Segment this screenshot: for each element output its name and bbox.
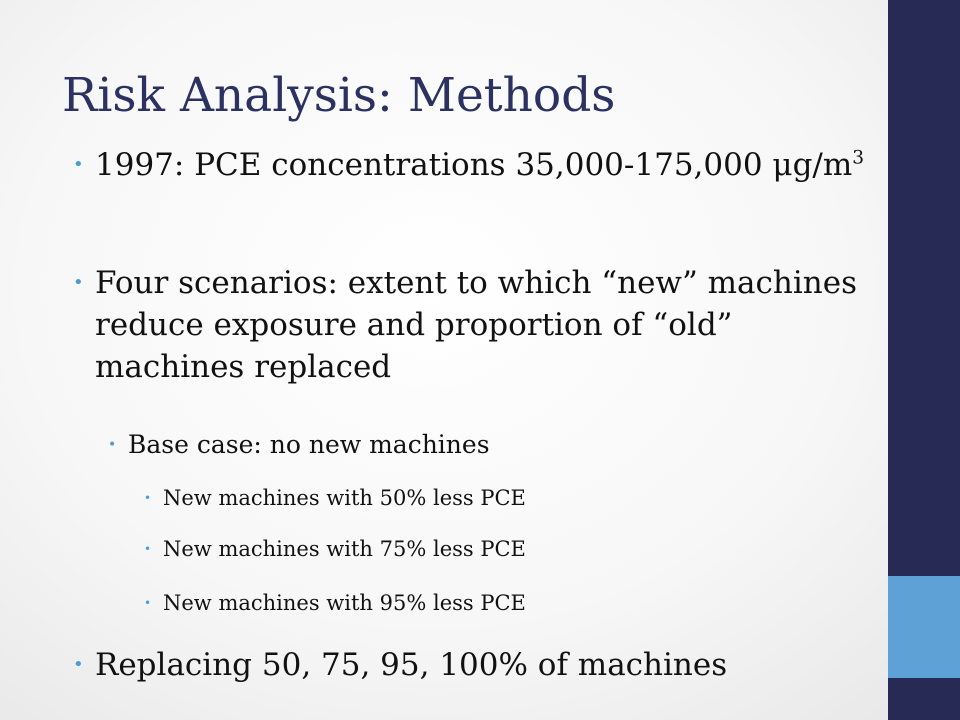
bullet-pce-concentrations xyxy=(73,144,885,186)
bullet-marker: • xyxy=(144,542,152,556)
sub-bullet-base-case xyxy=(108,429,868,461)
bullet-four-scenarios xyxy=(73,262,885,388)
bullet-text: 1997: PCE concentrations 35,000-175,000 μg/m xyxy=(95,147,853,183)
bullet-marker: • xyxy=(73,154,84,175)
sub-sub-bullet-75 xyxy=(144,535,863,563)
bullet-marker: • xyxy=(108,437,117,453)
sub-sub-bullet-text: New machines with 95% less PCE xyxy=(163,591,526,615)
bullet-text: Replacing 50, 75, 95, 100% of machines xyxy=(95,647,728,683)
bullet-marker: • xyxy=(73,272,84,293)
sub-bullet-text: Base case: no new machines xyxy=(128,430,490,459)
sub-sub-bullet-95 xyxy=(144,589,863,617)
superscript-exponent: 3 xyxy=(852,147,865,169)
bullet-marker: • xyxy=(144,491,152,505)
sub-sub-bullet-text: New machines with 75% less PCE xyxy=(163,537,526,561)
sub-sub-bullet-text: New machines with 50% less PCE xyxy=(163,486,526,510)
sub-sub-bullet-50 xyxy=(144,484,863,512)
slide-title: Risk Analysis: Methods xyxy=(62,68,616,123)
bullet-replacing-machines xyxy=(73,644,885,686)
bullet-text: Four scenarios: extent to which “new” machines reduce exposure and proportion of “old” machines replaced xyxy=(95,265,857,385)
side-accent-decoration xyxy=(888,576,960,678)
bullet-marker: • xyxy=(144,596,152,610)
bullet-marker: • xyxy=(73,654,84,675)
